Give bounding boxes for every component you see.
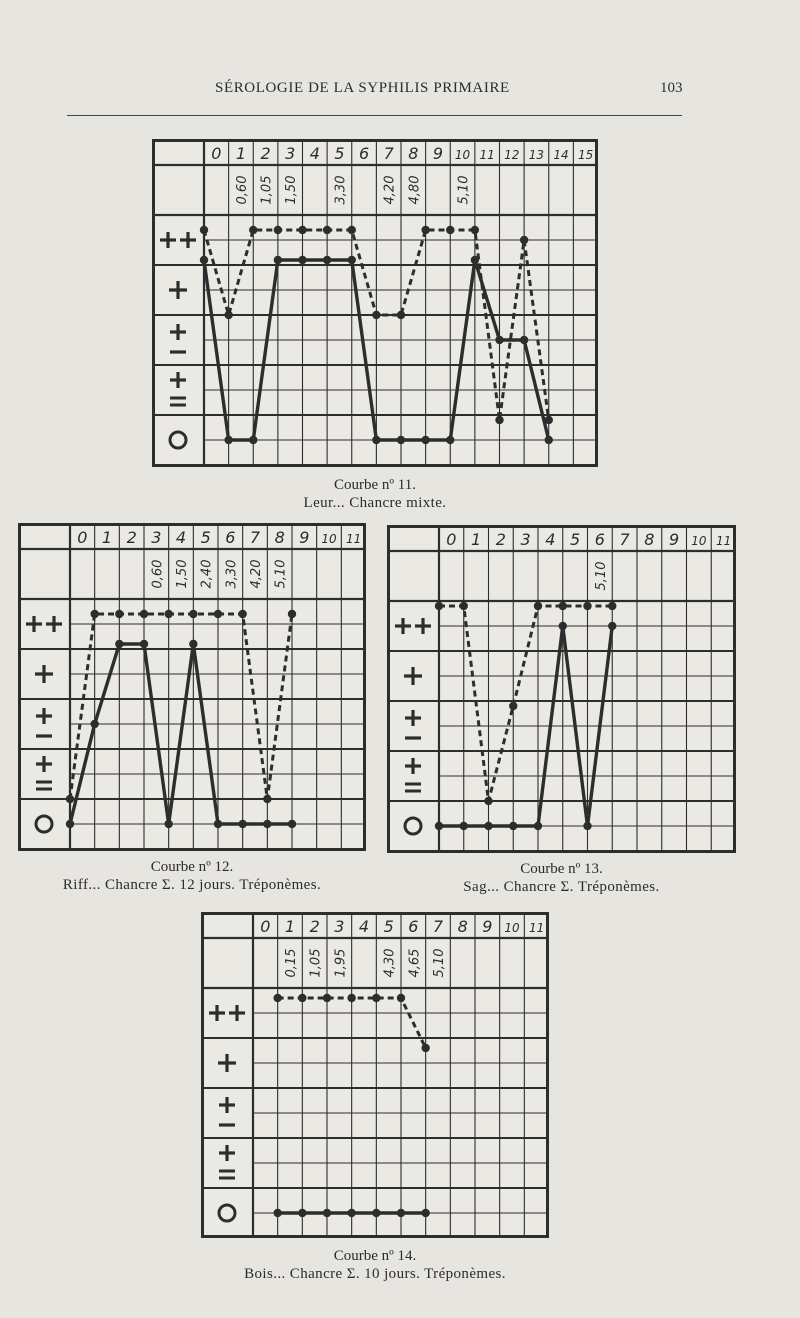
caption-courbe-13: [387, 860, 736, 896]
data-point: [460, 822, 468, 830]
day-label: 9: [299, 528, 310, 547]
data-point: [66, 795, 74, 803]
data-point: [214, 820, 222, 828]
caption-title: Courbe nº 14.: [333, 1248, 417, 1264]
data-point: [545, 436, 553, 444]
data-point: [435, 822, 443, 830]
data-point: [509, 822, 517, 830]
data-point: [288, 820, 296, 828]
data-point: [495, 336, 503, 344]
data-point: [140, 640, 148, 648]
data-point: [115, 640, 123, 648]
data-point: [238, 820, 246, 828]
day-label: 7: [383, 144, 394, 163]
day-label: 1: [471, 530, 482, 549]
dose-label: 3,30: [333, 175, 349, 205]
day-label: 15: [578, 148, 594, 162]
day-label: 11: [715, 534, 732, 548]
caption-title: Courbe nº 13.: [520, 861, 603, 877]
day-label: 10: [454, 148, 471, 162]
data-point: [583, 822, 591, 830]
day-label: 6: [594, 530, 605, 549]
caption-courbe-12: [18, 858, 366, 894]
data-point: [263, 820, 271, 828]
data-point: [347, 1209, 355, 1217]
day-label: 3: [285, 144, 296, 163]
day-label: 12: [504, 148, 520, 162]
day-label: 4: [309, 144, 320, 163]
dose-label: 5,10: [273, 559, 289, 589]
data-point: [164, 610, 172, 618]
data-point: [273, 994, 281, 1002]
day-label: 10: [691, 534, 707, 548]
day-label: 2: [495, 530, 506, 549]
data-point: [115, 610, 123, 618]
data-point: [90, 720, 98, 728]
data-point: [421, 436, 429, 444]
day-label: 7: [619, 530, 630, 549]
caption-title: Courbe nº 12.: [150, 859, 234, 875]
day-label: 11: [346, 532, 362, 546]
day-label: 10: [321, 532, 337, 546]
caption-courbe-14: [180, 1247, 570, 1283]
data-point: [323, 256, 331, 264]
data-point: [347, 994, 355, 1002]
data-point: [484, 822, 492, 830]
data-point: [484, 797, 492, 805]
data-point: [224, 311, 232, 319]
dose-label: 5,10: [593, 561, 609, 591]
data-point: [421, 226, 429, 234]
data-point: [534, 602, 542, 610]
dose-label: 4,20: [249, 559, 264, 589]
day-label: 3: [151, 528, 162, 547]
day-label: 7: [249, 528, 261, 547]
day-label: 8: [457, 917, 468, 936]
data-point: [446, 436, 454, 444]
data-point: [249, 226, 257, 234]
data-point: [273, 1209, 281, 1217]
day-label: 9: [669, 530, 680, 549]
dose-label: 5,10: [456, 175, 472, 205]
data-point: [421, 1044, 429, 1052]
data-point: [323, 226, 331, 234]
day-label: 0: [260, 917, 271, 936]
day-label: 4: [358, 917, 370, 936]
caption-subtitle: Leur... Chancre mixte.: [303, 495, 447, 511]
data-point: [189, 640, 197, 648]
data-point: [372, 436, 380, 444]
day-label: 2: [309, 917, 320, 936]
caption-subtitle: Riff... Chancre Σ. 12 jours. Tréponèmes.: [62, 877, 322, 893]
data-point: [534, 822, 542, 830]
data-point: [446, 226, 454, 234]
data-point: [238, 610, 246, 618]
day-label: 11: [529, 921, 545, 935]
data-point: [608, 622, 616, 630]
day-label: 5: [570, 530, 581, 549]
data-point: [298, 226, 306, 234]
data-point: [298, 256, 306, 264]
dose-label: 0,15: [284, 948, 299, 978]
day-label: 2: [126, 528, 137, 547]
dose-label: 3,30: [224, 559, 240, 589]
day-label: 4: [545, 530, 556, 549]
data-point: [263, 795, 271, 803]
data-point: [372, 994, 380, 1002]
data-point: [509, 702, 517, 710]
chart-courbe-14: [201, 912, 549, 1238]
data-point: [397, 994, 405, 1002]
day-label: 3: [520, 530, 531, 549]
caption-title: Courbe nº 11.: [333, 477, 416, 493]
data-point: [224, 436, 232, 444]
dose-label: 1,05: [308, 948, 324, 978]
data-point: [274, 226, 282, 234]
data-point: [214, 610, 222, 618]
data-point: [559, 622, 567, 630]
page-number: 103: [660, 80, 683, 96]
day-label: 5: [334, 144, 345, 163]
data-point: [397, 436, 405, 444]
dose-label: 1,05: [259, 175, 275, 205]
data-point: [608, 602, 616, 610]
data-point: [397, 1209, 405, 1217]
day-label: 0: [211, 144, 222, 163]
data-point: [583, 602, 591, 610]
caption-subtitle: Sag... Chancre Σ. Tréponèmes.: [463, 879, 660, 895]
caption-subtitle: Bois... Chancre Σ. 10 jours. Tréponèmes.: [244, 1266, 506, 1282]
day-label: 13: [528, 148, 545, 162]
day-label: 9: [482, 917, 493, 936]
data-point: [200, 256, 208, 264]
data-point: [90, 610, 98, 618]
day-label: 14: [553, 148, 569, 162]
day-label: 6: [225, 528, 236, 547]
day-label: 9: [432, 144, 444, 163]
day-label: 6: [358, 144, 370, 163]
dose-label: 1,50: [284, 175, 300, 205]
chart-courbe-13: [387, 525, 736, 853]
day-label: 0: [77, 528, 88, 547]
dose-label: 0,60: [234, 175, 250, 205]
dose-label: 5,10: [432, 948, 447, 978]
data-point: [323, 1209, 331, 1217]
data-point: [164, 820, 172, 828]
dose-label: 2,40: [199, 559, 215, 589]
data-point: [348, 256, 356, 264]
dose-label: 1,95: [333, 948, 349, 978]
data-point: [397, 311, 405, 319]
dose-label: 4,30: [382, 948, 398, 978]
data-point: [372, 1209, 380, 1217]
day-label: 3: [334, 917, 345, 936]
data-point: [471, 226, 479, 234]
day-label: 10: [504, 921, 520, 935]
day-label: 7: [432, 917, 444, 936]
day-label: 1: [101, 528, 113, 547]
running-head: [0, 80, 800, 104]
day-label: 6: [408, 917, 419, 936]
data-point: [372, 311, 380, 319]
dose-label: 1,50: [175, 559, 190, 589]
day-label: 0: [446, 530, 457, 549]
data-point: [421, 1209, 429, 1217]
data-point: [520, 236, 528, 244]
data-point: [460, 602, 468, 610]
data-point: [66, 820, 74, 828]
day-label: 1: [235, 144, 247, 163]
data-point: [495, 416, 503, 424]
dose-label: 0,60: [150, 559, 166, 589]
day-label: 4: [175, 528, 187, 547]
running-title: SÉROLOGIE DE LA SYPHILIS PRIMAIRE: [215, 80, 510, 96]
day-label: 1: [284, 917, 296, 936]
data-point: [288, 610, 296, 618]
data-point: [348, 226, 356, 234]
data-point: [200, 226, 208, 234]
chart-courbe-12: [18, 523, 366, 851]
data-point: [274, 256, 282, 264]
day-label: 8: [408, 144, 419, 163]
day-label: 8: [644, 530, 655, 549]
dose-label: 4,20: [382, 175, 398, 205]
day-label: 8: [274, 528, 285, 547]
data-point: [140, 610, 148, 618]
data-point: [435, 602, 443, 610]
data-point: [189, 610, 197, 618]
day-label: 11: [479, 148, 495, 162]
data-point: [545, 416, 553, 424]
header-rule: [67, 115, 682, 116]
data-point: [520, 336, 528, 344]
chart-courbe-11: [152, 139, 598, 467]
data-point: [323, 994, 331, 1002]
day-label: 2: [260, 144, 271, 163]
day-label: 5: [200, 528, 211, 547]
data-point: [298, 994, 306, 1002]
dose-label: 4,80: [407, 175, 423, 205]
day-label: 5: [383, 917, 394, 936]
data-point: [249, 436, 257, 444]
caption-courbe-11: [200, 476, 550, 512]
dose-label: 4,65: [407, 948, 423, 978]
data-point: [298, 1209, 306, 1217]
data-point: [559, 602, 567, 610]
